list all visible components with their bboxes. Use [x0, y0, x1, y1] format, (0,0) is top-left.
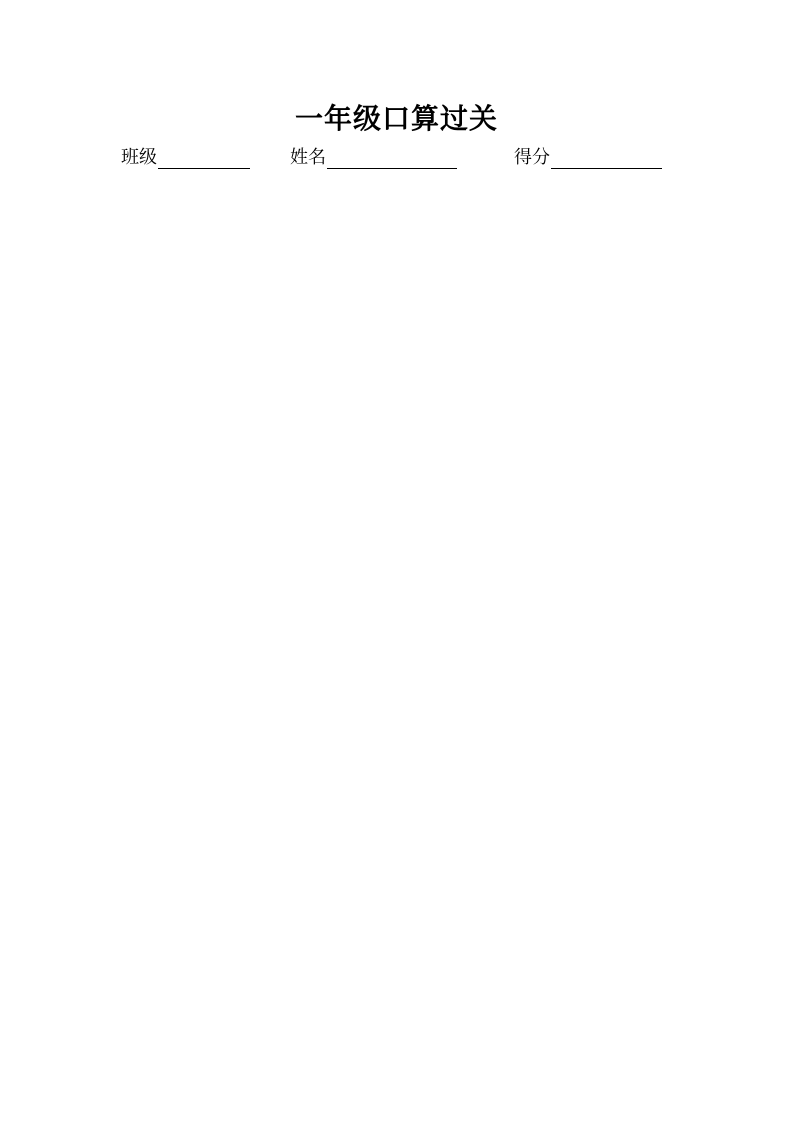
score-field	[514, 147, 662, 169]
name-label: 姓名	[290, 147, 326, 168]
class-label: 班级	[121, 147, 157, 168]
worksheet-title: 一年级口算过关	[294, 102, 498, 135]
score-blank	[551, 148, 662, 169]
score-label: 得分	[514, 147, 550, 168]
name-blank	[327, 148, 457, 169]
name-field	[290, 147, 457, 169]
class-field	[121, 147, 250, 169]
class-blank	[158, 148, 250, 169]
